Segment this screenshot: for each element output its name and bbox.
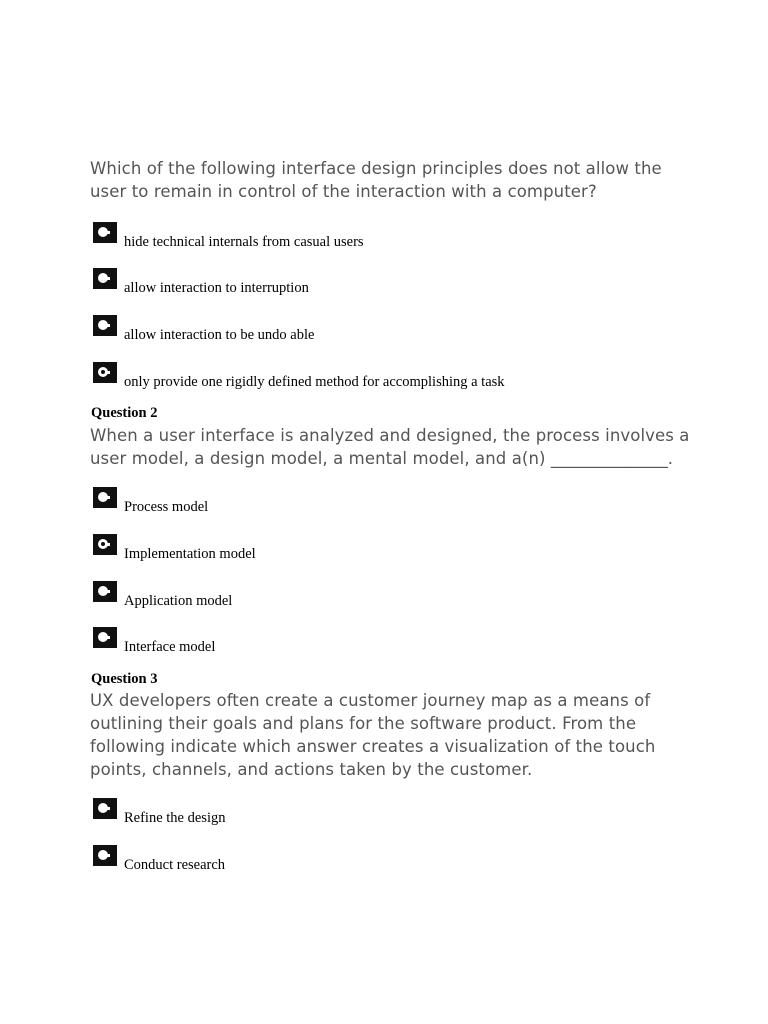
option-label: hide technical internals from casual users: [124, 234, 364, 250]
q1-option-3[interactable]: [93, 315, 315, 343]
q1-option-2[interactable]: [93, 268, 309, 296]
option-label: allow interaction to interruption: [124, 280, 309, 296]
radio-button-icon[interactable]: [93, 845, 117, 866]
radio-button-icon[interactable]: [93, 222, 117, 243]
q2-option-4[interactable]: [93, 627, 216, 655]
radio-button-icon[interactable]: [93, 798, 117, 819]
radio-button-icon[interactable]: [93, 487, 117, 508]
radio-button-selected-icon[interactable]: [93, 534, 117, 555]
q3-option-2[interactable]: [93, 845, 226, 873]
radio-button-icon[interactable]: [93, 581, 117, 602]
q1-option-4[interactable]: [93, 362, 505, 390]
radio-button-selected-icon[interactable]: [93, 362, 117, 383]
option-label: Conduct research: [124, 857, 226, 873]
option-label: only provide one rigidly defined method for accomplishing a task: [124, 374, 505, 390]
q2-option-2[interactable]: [93, 534, 256, 562]
question-2-text: When a user interface is analyzed and designed, the process involves a user model, a design model, a mental model, and a(n) ______________.: [90, 426, 690, 468]
option-label: Interface model: [124, 639, 216, 655]
option-label: Application model: [124, 593, 233, 609]
option-label: allow interaction to be undo able: [124, 327, 315, 343]
radio-button-icon[interactable]: [93, 315, 117, 336]
question-1-text: Which of the following interface design principles does not allow the user to remain in control of the interaction with a computer?: [90, 159, 662, 201]
option-label: Process model: [124, 499, 209, 515]
radio-button-icon[interactable]: [93, 268, 117, 289]
question-3-text: UX developers often create a customer journey map as a means of outlining their goals and plans for the software product. From the following indicate which answer creates a visualization of the touch points, channels, and actions taken by the customer.: [90, 691, 656, 779]
option-label: Implementation model: [124, 546, 256, 562]
q1-option-1[interactable]: [93, 222, 364, 250]
q2-option-1[interactable]: [93, 487, 209, 515]
question-2-label: Question 2: [91, 405, 158, 421]
q2-option-3[interactable]: [93, 581, 233, 609]
question-3-label: Question 3: [91, 671, 158, 687]
option-label: Refine the design: [124, 810, 226, 826]
q3-option-1[interactable]: [93, 798, 226, 826]
radio-button-icon[interactable]: [93, 627, 117, 648]
